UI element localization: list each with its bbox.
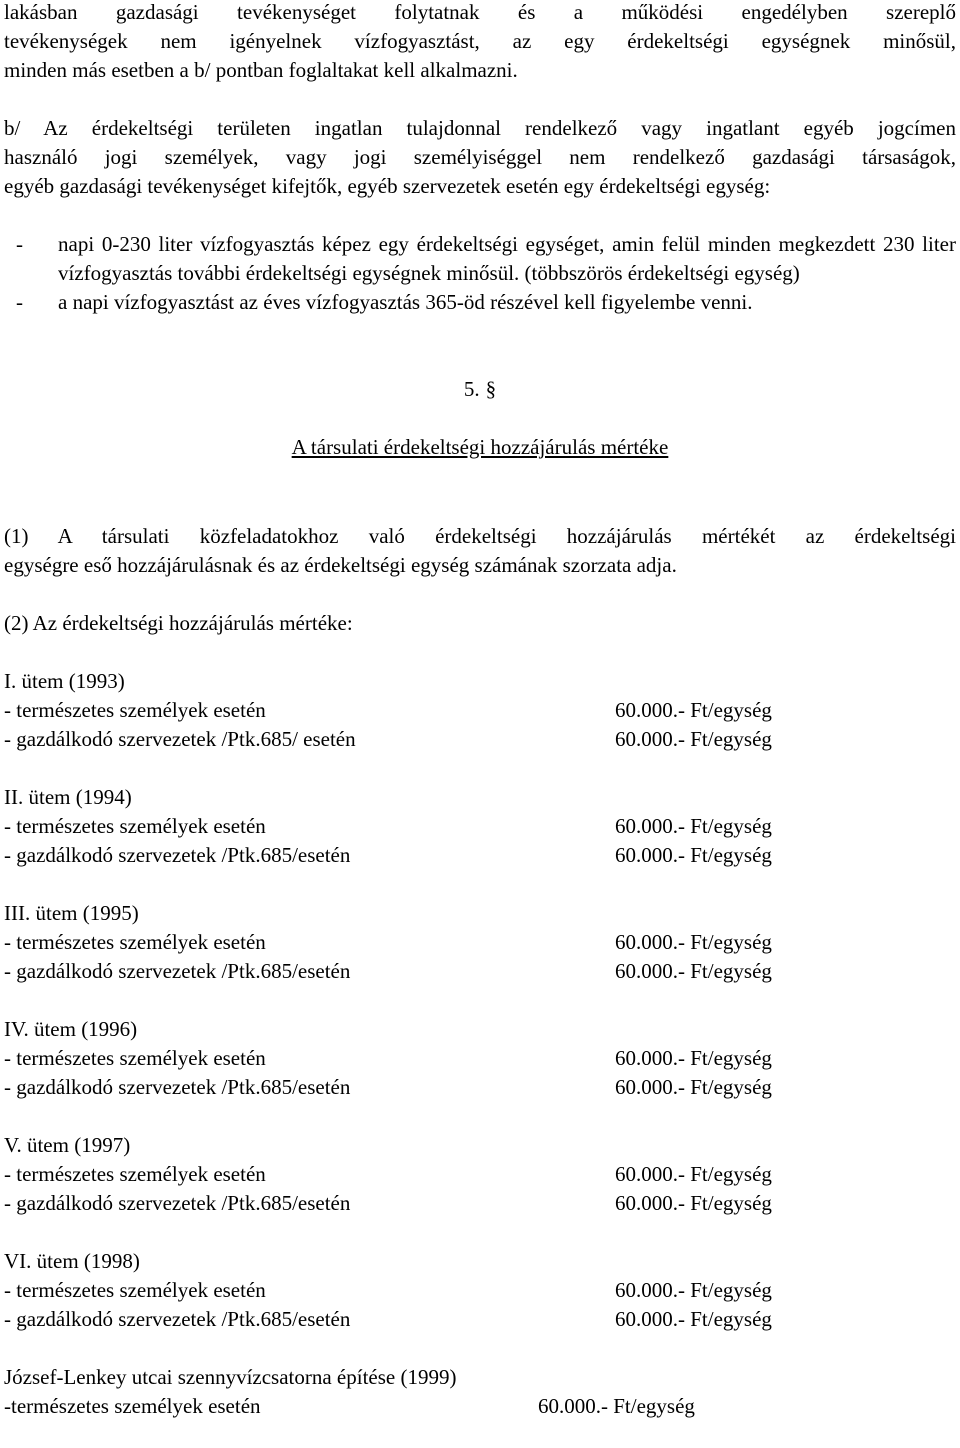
fee-row-value: 60.000.- Ft/egység xyxy=(615,1075,772,1099)
fee-row-label: - természetes személyek esetén xyxy=(4,1278,266,1302)
fee-row-label: - gazdálkodó szervezetek /Ptk.685/esetén xyxy=(4,1307,351,1331)
phase-list xyxy=(4,667,956,1421)
phase-block xyxy=(4,1015,956,1102)
dash-item-text: a napi vízfogyasztást az éves vízfogyasztás 365-öd részével kell figyelembe venni. xyxy=(58,290,753,314)
fee-row-label: -természetes személyek esetén xyxy=(4,1394,261,1418)
fee-row xyxy=(4,1392,956,1421)
dash-marker: - xyxy=(16,232,23,256)
section-number-value: 5. xyxy=(463,377,480,401)
text-line: egyéb gazdasági tevékenységet kifejtők, egyéb szervezetek esetén egy érdekeltségi egység: xyxy=(4,174,771,198)
fee-row xyxy=(4,1160,956,1189)
phase-heading: VI. ütem (1998) xyxy=(4,1249,140,1273)
text-line: minden más esetben a b/ pontban foglaltakat kell alkalmazni. xyxy=(4,58,518,82)
dash-list-item xyxy=(4,288,956,317)
paragraph-2: (2) Az érdekeltségi hozzájárulás mértéke: xyxy=(4,611,353,635)
phase-block xyxy=(4,667,956,754)
fee-row-value: 60.000.- Ft/egység xyxy=(615,1046,772,1070)
phase-block xyxy=(4,1131,956,1218)
paragraph-1 xyxy=(4,522,956,580)
fee-row-label: - gazdálkodó szervezetek /Ptk.685/esetén xyxy=(4,1191,351,1215)
fee-row xyxy=(4,1276,956,1305)
phase-heading: III. ütem (1995) xyxy=(4,901,139,925)
fee-row-label: - természetes személyek esetén xyxy=(4,1046,266,1070)
fee-row xyxy=(4,1044,956,1073)
fee-row-value: 60.000.- Ft/egység xyxy=(615,930,772,954)
phase-block xyxy=(4,1247,956,1334)
fee-row-value: 60.000.- Ft/egység xyxy=(615,727,772,751)
text-line: egységre eső hozzájárulásnak és az érdekeltségi egység számának szorzata adja. xyxy=(4,553,677,577)
final-heading: József-Lenkey utcai szennyvízcsatorna építése (1999) xyxy=(4,1365,457,1389)
fee-row-value: 60.000.- Ft/egység xyxy=(615,814,772,838)
fee-row-value: 60.000.- Ft/egység xyxy=(615,1307,772,1331)
dash-marker: - xyxy=(16,290,23,314)
phase-heading: V. ütem (1997) xyxy=(4,1133,131,1157)
section-sign: § xyxy=(485,377,497,401)
document-page xyxy=(4,0,956,1421)
fee-row xyxy=(4,812,956,841)
fee-row-label: - természetes személyek esetén xyxy=(4,930,266,954)
fee-row-label: - természetes személyek esetén xyxy=(4,1162,266,1186)
phase-heading: II. ütem (1994) xyxy=(4,785,132,809)
text-line: használó jogi személyek, vagy jogi személyiséggel nem rendelkező gazdasági társaságok, xyxy=(4,145,956,169)
phase-block xyxy=(4,783,956,870)
fee-row-value: 60.000.- Ft/egység xyxy=(615,1278,772,1302)
text-line: tevékenységek nem igényelnek vízfogyasztást, az egy érdekeltségi egységnek minősül, xyxy=(4,29,956,53)
fee-row xyxy=(4,841,956,870)
fee-row xyxy=(4,1189,956,1218)
section-title: A társulati érdekeltségi hozzájárulás mértéke xyxy=(291,435,669,459)
fee-row-label: - gazdálkodó szervezetek /Ptk.685/ esetén xyxy=(4,727,356,751)
intro-paragraph xyxy=(4,0,956,85)
fee-row xyxy=(4,957,956,986)
section-number xyxy=(4,375,956,404)
fee-row-value: 60.000.- Ft/egység xyxy=(615,1191,772,1215)
fee-row-label: - gazdálkodó szervezetek /Ptk.685/esetén xyxy=(4,959,351,983)
dash-item-text: napi 0-230 liter vízfogyasztás képez egy érdekeltségi egységet, amin felül minden megkezdett 230 liter vízfogyasztás további érdekeltségi egységnek minősül. (többszörös érdekeltségi egység) xyxy=(58,232,956,285)
fee-row xyxy=(4,928,956,957)
text-line: lakásban gazdasági tevékenységet folytatnak és a működési engedélyben szereplő xyxy=(4,0,956,24)
fee-row xyxy=(4,1073,956,1102)
phase-heading: IV. ütem (1996) xyxy=(4,1017,138,1041)
fee-row-value: 60.000.- Ft/egység xyxy=(615,843,772,867)
fee-row-label: - gazdálkodó szervezetek /Ptk.685/esetén xyxy=(4,1075,351,1099)
fee-row xyxy=(4,696,956,725)
dash-list xyxy=(4,230,956,317)
phase-block xyxy=(4,899,956,986)
text-line: b/ Az érdekeltségi területen ingatlan tulajdonnal rendelkező vagy ingatlant egyéb jogcímen xyxy=(4,116,956,140)
phase-heading: I. ütem (1993) xyxy=(4,669,125,693)
fee-row-label: - gazdálkodó szervezetek /Ptk.685/esetén xyxy=(4,843,351,867)
fee-row-label: - természetes személyek esetén xyxy=(4,698,266,722)
paragraph-b xyxy=(4,114,956,201)
fee-row xyxy=(4,725,956,754)
text-line: (1) A társulati közfeladatokhoz való érdekeltségi hozzájárulás mértékét az érdekeltségi xyxy=(4,524,956,548)
fee-row-value: 60.000.- Ft/egység xyxy=(615,959,772,983)
dash-list-item xyxy=(4,230,956,288)
fee-row-value: 60.000.- Ft/egység xyxy=(615,1162,772,1186)
fee-row-value: 60.000.- Ft/egység xyxy=(615,698,772,722)
final-block xyxy=(4,1363,956,1421)
fee-row-value: 60.000.- Ft/egység xyxy=(538,1394,695,1418)
fee-row-label: - természetes személyek esetén xyxy=(4,814,266,838)
fee-row xyxy=(4,1305,956,1334)
